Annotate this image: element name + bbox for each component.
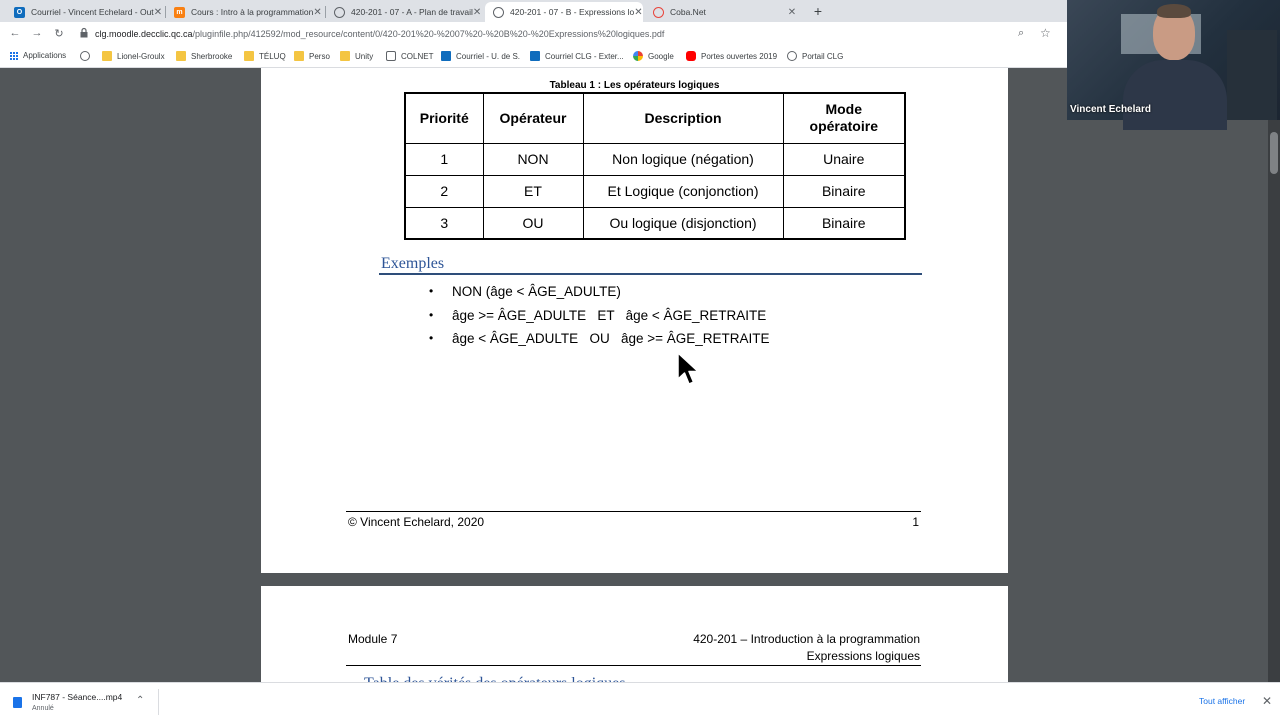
list-item [429,306,770,330]
google-icon [633,51,643,61]
close-icon[interactable]: ✕ [153,6,163,18]
apps-icon [10,52,18,60]
list-item [429,282,770,306]
bookmark-label: Portes ouvertes 2019 [701,51,778,61]
show-all-button[interactable]: Tout afficher [1199,696,1246,706]
cell-priority: 1 [405,143,483,175]
bookmark-label: Unity [355,51,374,61]
page-header-course: 420-201 – Introduction à la programmation [693,632,920,646]
participant-body [1123,60,1227,130]
page-header-module: Module 7 [348,632,398,646]
background-shelf [1227,30,1277,120]
bookmark-google[interactable] [633,51,674,61]
examples-heading: Exemples [381,255,445,272]
cell-description: Et Logique (conjonction) [583,175,783,207]
lock-icon [80,28,88,38]
tab-title: 420-201 - 07 - B - Expressions lo [510,7,635,17]
page-header-topic: Expressions logiques [806,649,920,663]
cell-description: Ou logique (disjonction) [583,207,783,239]
cell-operator: ET [483,175,583,207]
bookmark-label: Portail CLG [802,51,844,61]
bookmark-colnet[interactable] [386,51,433,61]
cell-mode: Binaire [783,207,905,239]
mouse-cursor-icon [677,352,701,386]
cell-operator: NON [483,143,583,175]
downloads-bar [0,682,1280,720]
header-operator: Opérateur [483,93,583,143]
table-caption: Tableau 1 : Les opérateurs logiques [549,80,720,91]
download-file-name[interactable]: INF787 - Séance....mp4 [32,692,123,702]
back-icon[interactable]: ← [9,27,21,39]
bookmark-label: Perso [309,51,330,61]
close-icon[interactable]: ✕ [313,6,322,18]
bullet-icon: • [429,284,434,298]
globe-icon [334,7,345,18]
moodle-icon: m [174,7,185,18]
coba-icon [653,7,664,18]
bookmark-lionel-groulx[interactable] [102,51,165,61]
pdf-viewer[interactable] [0,68,1280,682]
url-host: clg.moodle.decclic.qc.ca [95,29,193,39]
tab-course[interactable] [166,2,324,22]
header-description: Description [583,93,783,143]
bookmark-apps[interactable] [10,51,66,60]
viewer-scrollbar[interactable] [1268,68,1280,682]
cell-mode: Binaire [783,175,905,207]
outlook-icon [530,51,540,61]
bookmark-label: Lionel-Groulx [117,51,165,61]
bookmark-teluq[interactable] [244,51,286,61]
example-text: NON (âge < ÂGE_ADULTE) [452,284,621,299]
new-tab-button[interactable]: + [813,3,823,19]
bookmark-courriel-uds[interactable] [441,51,520,61]
outlook-icon [441,51,451,61]
tab-title: Courriel - Vincent Echelard - Out [31,7,154,17]
tab-coba[interactable] [645,2,803,22]
address-bar[interactable] [95,29,664,39]
examples-list [429,282,770,353]
folder-icon [244,51,254,61]
close-icon[interactable]: ✕ [787,6,797,18]
example-text: âge >= ÂGE_ADULTE ET âge < ÂGE_RETRAITE [452,307,767,323]
url-path: /pluginfile.php/412592/mod_resource/content/0/420-201%20-%2007%20-%20B%20-%20Expressions%20logiques.pdf [192,29,665,39]
participant-name: Vincent Echelard [1070,104,1151,115]
folder-icon [176,51,186,61]
chevron-up-icon[interactable]: ⌃ [136,695,145,706]
table-row [405,175,905,207]
close-icon[interactable]: ✕ [634,6,643,18]
bookmark-label: Google [648,51,674,61]
table-row [405,207,905,239]
cell-mode: Unaire [783,143,905,175]
table-header-row [405,93,905,143]
operators-table [404,92,906,240]
cell-priority: 3 [405,207,483,239]
list-item [429,329,770,353]
tab-outlook[interactable] [6,2,164,22]
tab-title: Coba.Net [670,7,706,17]
participant-hair [1157,4,1191,18]
tab-title: 420-201 - 07 - A - Plan de travail [351,7,473,17]
page-number: 1 [912,515,919,529]
bookmark-label: Sherbrooke [191,51,233,61]
cell-operator: OU [483,207,583,239]
outlook-icon: O [14,7,25,18]
scrollbar-thumb[interactable] [1270,132,1278,174]
bookmark-perso[interactable] [294,51,330,61]
star-icon[interactable]: ☆ [1040,26,1051,40]
tab-title: Cours : Intro à la programmation [191,7,314,17]
folder-icon [102,51,112,61]
divider [158,689,159,715]
bookmark-courriel-clg[interactable] [530,51,624,61]
folder-icon [294,51,304,61]
tab-expressions[interactable] [485,2,643,22]
bookmark-unity[interactable] [340,51,373,61]
globe-icon [493,7,504,18]
example-text: âge < ÂGE_ADULTE OU âge >= ÂGE_RETRAITE [452,331,770,346]
pdf-page-1 [261,68,1008,573]
bookmark-portes-ouvertes[interactable] [686,51,777,61]
youtube-icon [686,51,696,61]
reload-icon[interactable]: ↻ [54,28,64,40]
page-footer-copyright: © Vincent Echelard, 2020 [348,515,485,529]
forward-icon[interactable]: → [31,27,43,39]
bullet-icon: • [429,331,434,345]
globe-icon [80,51,90,61]
close-icon[interactable]: ✕ [1262,694,1273,708]
bookmark-label: Applications [23,51,67,60]
bookmark-portail-clg[interactable] [787,51,843,61]
bookmark-sherbrooke[interactable] [176,51,232,61]
close-icon[interactable]: ✕ [472,6,482,18]
table-row [405,143,905,175]
header-mode [783,93,905,143]
cell-priority: 2 [405,175,483,207]
video-participant-tile[interactable] [1067,0,1280,120]
bullet-icon: • [429,307,434,322]
bookmark-globe[interactable] [80,51,95,61]
header-priority: Priorité [405,93,483,143]
download-status: Annulé [32,705,54,712]
bookmark-label: Courriel CLG - Exter... [545,51,624,61]
header-mode-text: Mode opératoire [809,101,878,135]
header-rule [346,665,921,666]
colnet-icon [386,51,396,61]
file-icon [13,697,22,708]
bookmark-label: Courriel - U. de S. [456,51,521,61]
heading-underline [379,273,922,275]
globe-icon [787,51,797,61]
cell-description: Non logique (négation) [583,143,783,175]
bookmark-label: TÉLUQ [259,51,286,61]
footer-rule [346,511,921,512]
folder-icon [340,51,350,61]
tab-plan[interactable] [326,2,484,22]
zoom-icon[interactable]: ⌕ [1018,27,1025,39]
bookmark-label: COLNET [401,51,434,61]
